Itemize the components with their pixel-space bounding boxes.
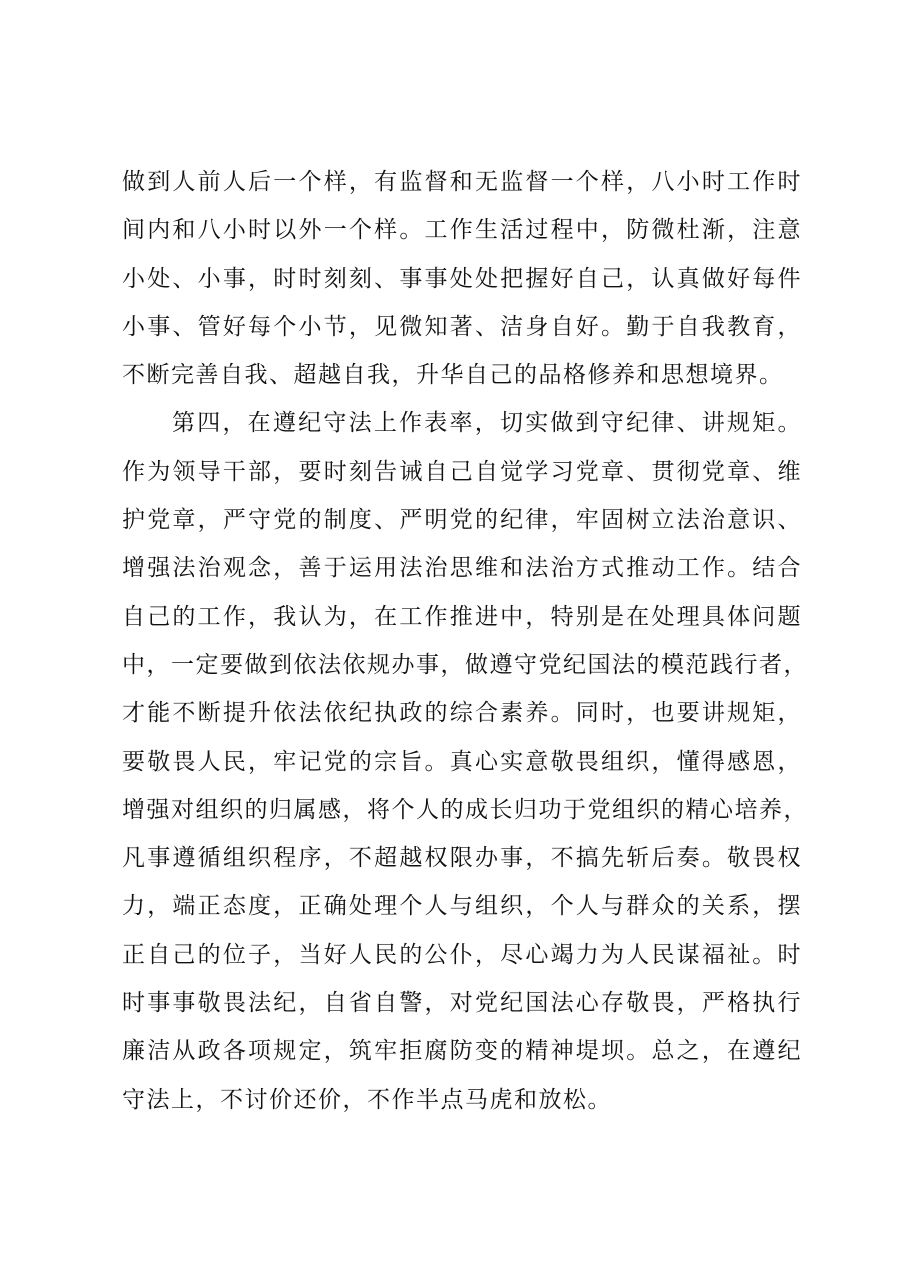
text-line: 增强法治观念，善于运用法治思维和法治方式推动工作。结合 xyxy=(122,555,802,582)
text-line: 才能不断提升依法依纪执政的综合素养。同时，也要讲规矩， xyxy=(122,700,802,727)
text-line: 廉洁从政各项规定，筑牢拒腐防变的精神堤坝。总之，在遵纪 xyxy=(122,1038,802,1065)
text-line: 凡事遵循组织程序，不超越权限办事，不搞先斩后奏。敬畏权 xyxy=(122,845,802,872)
text-line: 不断完善自我、超越自我，升华自己的品格修养和思想境界。 xyxy=(122,362,784,389)
text-line: 小处、小事，时时刻刻、事事处处把握好自己，认真做好每件 xyxy=(122,265,802,292)
text-line: 守法上，不讨价还价，不作半点马虎和放松。 xyxy=(122,1086,612,1113)
text-line: 中，一定要做到依法依规办事，做遵守党纪国法的模范践行者， xyxy=(122,651,808,678)
paragraph-first-line: 第四，在遵纪守法上作表率，切实做到守纪律、讲规矩。 xyxy=(172,410,802,437)
text-line: 小事、管好每个小节，见微知著、洁身自好。勤于自我教育， xyxy=(122,313,802,340)
text-line: 做到人前人后一个样，有监督和无监督一个样，八小时工作时 xyxy=(122,169,802,195)
text-line: 间内和八小时以外一个样。工作生活过程中，防微杜渐，注意 xyxy=(122,217,802,244)
text-line: 力，端正态度，正确处理个人与组织，个人与群众的关系，摆 xyxy=(122,893,802,920)
text-line: 增强对组织的归属感，将个人的成长归功于党组织的精心培养， xyxy=(122,796,808,823)
body-text xyxy=(122,158,808,1124)
text-line: 正自己的位子，当好人民的公仆，尽心竭力为人民谋福祉。时 xyxy=(122,941,802,968)
text-line: 要敬畏人民，牢记党的宗旨。真心实意敬畏组织，懂得感恩， xyxy=(122,748,802,775)
text-line: 作为领导干部，要时刻告诫自己自觉学习党章、贯彻党章、维 xyxy=(122,458,802,485)
text-line: 时事事敬畏法纪，自省自警，对党纪国法心存敬畏，严格执行 xyxy=(122,990,802,1017)
text-line: 护党章，严守党的制度、严明党的纪律，牢固树立法治意识、 xyxy=(122,507,802,534)
text-line: 自己的工作，我认为，在工作推进中，特别是在处理具体问题 xyxy=(122,603,802,630)
